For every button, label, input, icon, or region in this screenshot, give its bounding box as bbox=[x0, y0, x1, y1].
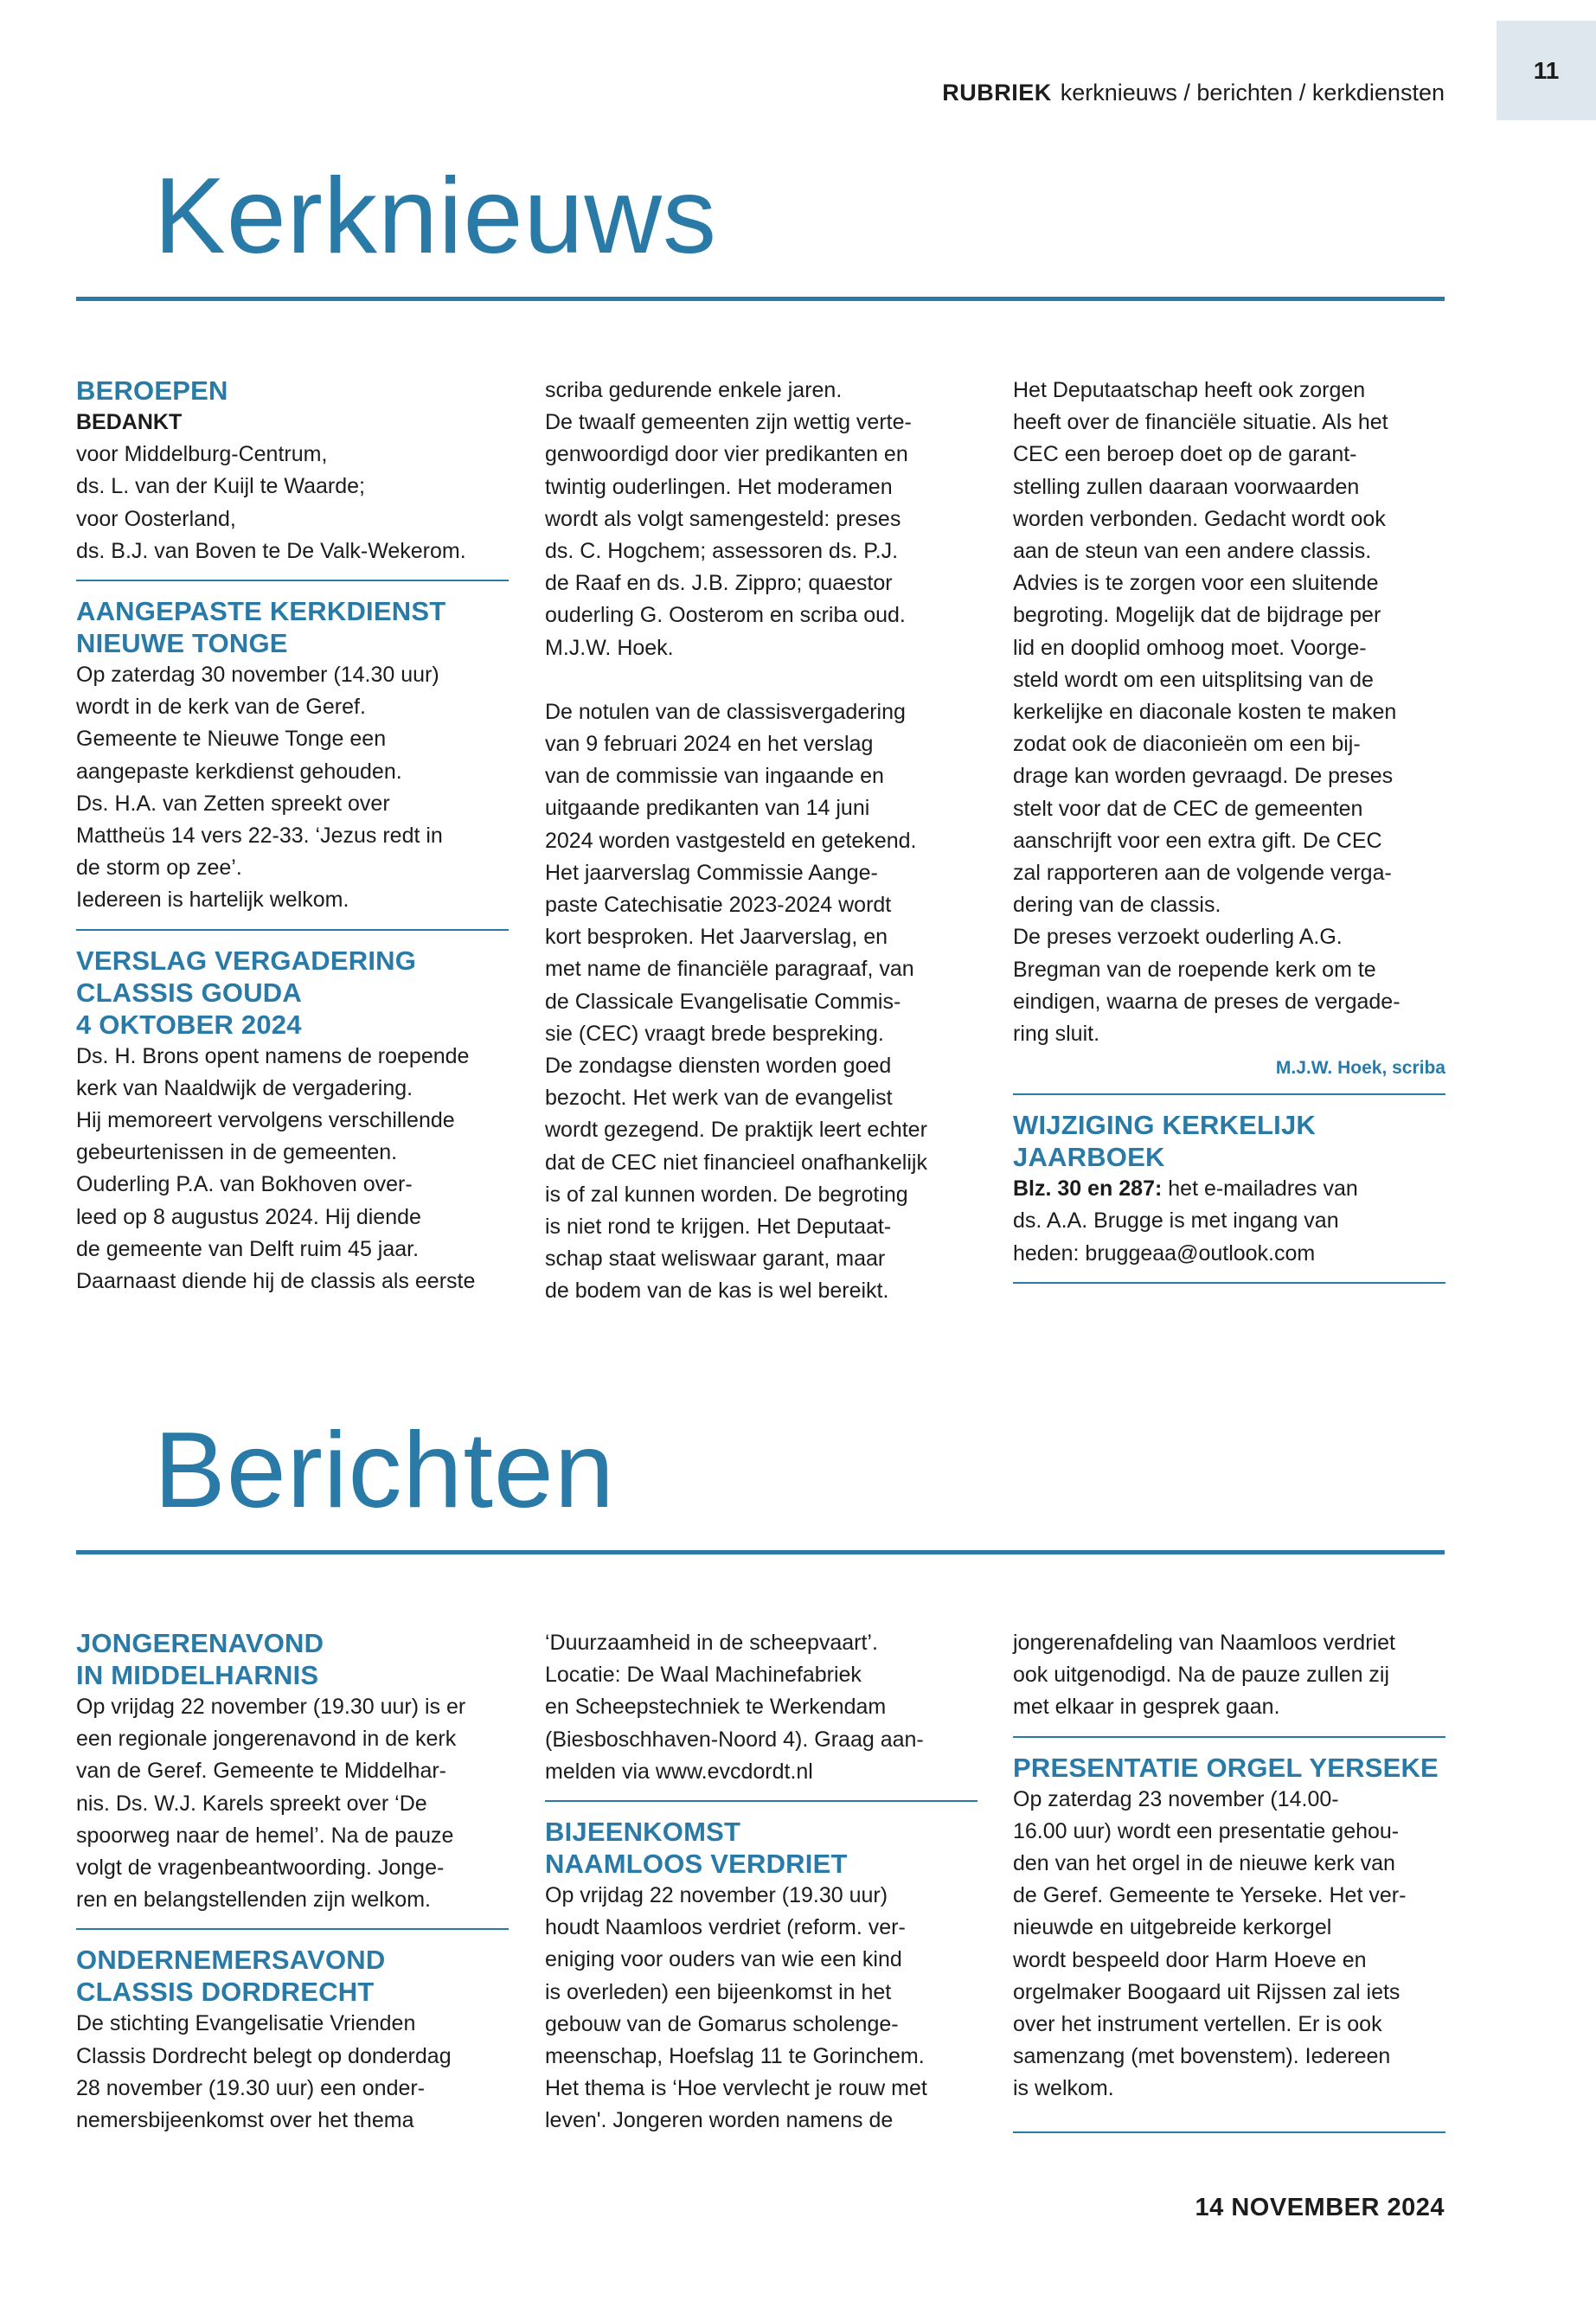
text-line: De stichting Evangelisatie Vrienden bbox=[76, 2011, 416, 2036]
text-line: Op vrijdag 22 november (19.30 uur) is er bbox=[76, 1695, 466, 1719]
text-line: is niet rond te krijgen. Het Deputaat- bbox=[545, 1215, 892, 1240]
text-line: van 9 februari 2024 en het verslag bbox=[545, 732, 874, 757]
text-line: sie (CEC) vraagt brede bespreking. bbox=[545, 1021, 884, 1046]
text-line: heden: bruggeaa@outlook.com bbox=[1013, 1240, 1316, 1266]
text-line: Hij memoreert vervolgens verschillende bbox=[76, 1108, 455, 1133]
text-line: Het jaarverslag Commissie Aange- bbox=[545, 860, 878, 885]
heading-ondernemersavond bbox=[76, 1944, 509, 2008]
berichten-column-3 bbox=[1013, 1627, 1445, 2147]
article-divider bbox=[76, 1928, 509, 1930]
text-line: de Raaf en ds. J.B. Zippro; quaestor bbox=[545, 571, 893, 596]
article-divider bbox=[76, 580, 509, 581]
text-line: samenzang (met bovenstem). Iedereen bbox=[1013, 2044, 1391, 2069]
text-line: den van het orgel in de nieuwe kerk van bbox=[1013, 1851, 1395, 1876]
section-divider-kerknieuws bbox=[76, 297, 1445, 301]
text-line: met name de financiële paragraaf, van bbox=[545, 957, 914, 982]
text-line: van de Geref. Gemeente te Middelhar- bbox=[76, 1759, 447, 1784]
text-line: kerk van Naaldwijk de vergadering. bbox=[76, 1075, 413, 1100]
text-line: met elkaar in gesprek gaan. bbox=[1013, 1695, 1280, 1720]
text-line: ouderling G. Oosterom en scriba oud. bbox=[545, 603, 906, 628]
text-line: begroting. Mogelijk dat de bijdrage per bbox=[1013, 603, 1381, 628]
ondernemersavond-body bbox=[76, 2008, 509, 2137]
text-line: CLASSIS GOUDA bbox=[76, 977, 302, 1008]
text-line: melden via www.evcdordt.nl bbox=[545, 1759, 813, 1784]
text-line: worden verbonden. Gedacht wordt ook bbox=[1013, 506, 1386, 531]
text-line: IN MIDDELHARNIS bbox=[76, 1660, 319, 1690]
text-line: Iedereen is hartelijk welkom. bbox=[76, 888, 349, 913]
text-line: Ds. H.A. van Zetten spreekt over bbox=[76, 791, 390, 816]
text-line: Advies is te zorgen voor een sluitende bbox=[1013, 571, 1379, 596]
text-line: leed op 8 augustus 2024. Hij diende bbox=[76, 1204, 421, 1229]
verslag-continued-para-2 bbox=[545, 696, 977, 1308]
text-line: De zondagse diensten worden goed bbox=[545, 1054, 892, 1079]
text-line: CEC een beroep doet op de garant- bbox=[1013, 442, 1357, 467]
kerknieuws-column-3 bbox=[1013, 375, 1445, 1298]
text-line: leven'. Jongeren worden namens de bbox=[545, 2108, 894, 2133]
berichten-column-1 bbox=[76, 1627, 509, 2137]
text-line: Bregman van de roepende kerk om te bbox=[1013, 957, 1376, 982]
text-line: van de commissie van ingaande en bbox=[545, 764, 884, 789]
signature: M.J.W. Hoek, scriba bbox=[1275, 1058, 1445, 1079]
text-line: lid en dooplid omhoog moet. Voorge- bbox=[1013, 635, 1367, 660]
beroepen-body bbox=[76, 439, 509, 567]
text-line: de bodem van de kas is wel bereikt. bbox=[545, 1279, 889, 1304]
text-line: 28 november (19.30 uur) een onder- bbox=[76, 2075, 426, 2100]
text-line: eniging voor ouders van wie een kind bbox=[545, 1947, 902, 1972]
text-line: Classis Dordrecht belegt op donderdag bbox=[76, 2043, 452, 2068]
text-line: (Biesboschhaven-Noord 4). Graag aan- bbox=[545, 1727, 924, 1752]
text-line: eindigen, waarna de preses de vergade- bbox=[1013, 989, 1401, 1014]
heading-presentatie-orgel bbox=[1013, 1752, 1445, 1784]
text-line: de Geref. Gemeente te Yerseke. Het ver- bbox=[1013, 1883, 1407, 1908]
text-line: kerkelijke en diaconale kosten te maken bbox=[1013, 700, 1397, 725]
text-line: paste Catechisatie 2023-2024 wordt bbox=[545, 893, 892, 918]
text-line: wordt gezegend. De praktijk leert echter bbox=[545, 1118, 927, 1143]
verslag-body bbox=[76, 1041, 509, 1298]
text-line: steld wordt om een uitsplitsing van de bbox=[1013, 667, 1374, 692]
jongerenavond-body bbox=[76, 1691, 509, 1916]
text-line: 16.00 uur) wordt een presentatie gehou- bbox=[1013, 1818, 1400, 1843]
bijeenkomst-continued bbox=[1013, 1627, 1445, 1724]
text-line: NIEUWE TONGE bbox=[76, 628, 288, 659]
rubriek-label: RUBRIEK bbox=[942, 80, 1052, 106]
text-line: gebouw van de Gomarus scholenge- bbox=[545, 2011, 899, 2036]
text-line: orgelmaker Boogaard uit Rijssen zal iets bbox=[1013, 1979, 1401, 2004]
text-line: en Scheepstechniek te Werkendam bbox=[545, 1695, 887, 1720]
heading-aangepaste-kerkdienst bbox=[76, 595, 509, 659]
text-line: de storm op zee’. bbox=[76, 856, 242, 881]
text-line: De preses verzoekt ouderling A.G. bbox=[1013, 925, 1343, 950]
text-line: aangepaste kerkdienst gehouden. bbox=[76, 759, 402, 784]
wijziging-first-line bbox=[1013, 1173, 1445, 1205]
text-line: houdt Naamloos verdriet (reform. ver- bbox=[545, 1915, 906, 1940]
section-title-kerknieuws: Kerknieuws bbox=[154, 157, 717, 276]
text-line: M.J.W. Hoek. bbox=[545, 635, 674, 660]
text-line: ds. A.A. Brugge is met ingang van bbox=[1013, 1208, 1339, 1234]
text-line: wordt in de kerk van de Geref. bbox=[76, 695, 366, 720]
text-line: gebeurtenissen in de gemeenten. bbox=[76, 1140, 398, 1165]
article-divider bbox=[1013, 1736, 1445, 1738]
text-line: de gemeente van Delft ruim 45 jaar. bbox=[76, 1236, 420, 1261]
text-line: jongerenafdeling van Naamloos verdriet bbox=[1013, 1631, 1395, 1655]
text-line: NAAMLOOS VERDRIET bbox=[545, 1849, 848, 1880]
text-line: nemersbijeenkomst over het thema bbox=[76, 2108, 414, 2133]
text-line: JAARBOEK bbox=[1013, 1142, 1165, 1173]
text-line: heeft over de financiële situatie. Als het bbox=[1013, 410, 1388, 435]
section-divider-berichten bbox=[76, 1550, 1445, 1554]
bijeenkomst-body bbox=[545, 1880, 977, 2138]
subheading-bedankt: BEDANKT bbox=[76, 410, 183, 434]
rubriek-path: kerknieuws / berichten / kerkdiensten bbox=[1060, 80, 1445, 106]
text-line: ‘Duurzaamheid in de scheepvaart’. bbox=[545, 1631, 878, 1655]
page-number: 11 bbox=[1497, 21, 1596, 120]
text-line: ds. B.J. van Boven te De Valk-Wekerom. bbox=[76, 538, 466, 563]
text-line: ren en belangstellenden zijn welkom. bbox=[76, 1888, 431, 1913]
text-line: genwoordigd door vier predikanten en bbox=[545, 442, 908, 467]
text-line: CLASSIS DORDRECHT bbox=[76, 1977, 375, 2008]
text-line: ds. C. Hogchem; assessoren ds. P.J. bbox=[545, 539, 899, 564]
text-line: wordt als volgt samengesteld: preses bbox=[545, 506, 901, 531]
heading-jongerenavond bbox=[76, 1627, 509, 1691]
text-line: is overleden) een bijeenkomst in het bbox=[545, 1979, 892, 2004]
text-line: De notulen van de classisvergadering bbox=[545, 699, 906, 724]
text-line: stelling zullen daaraan voorwaarden bbox=[1013, 474, 1360, 499]
text-line: Op zaterdag 23 november (14.00- bbox=[1013, 1786, 1339, 1811]
text-line: wordt bespeeld door Harm Hoeve en bbox=[1013, 1947, 1367, 1972]
rubriek-header bbox=[753, 80, 1445, 106]
text-line: is welkom. bbox=[1013, 2076, 1114, 2101]
wijziging-bold-lead: Blz. 30 en 287: bbox=[1013, 1176, 1163, 1202]
text-line: kort besproken. Het Jaarverslag, en bbox=[545, 925, 888, 950]
kerknieuws-column-1 bbox=[76, 375, 509, 1298]
text-line: de Classicale Evangelisatie Commis- bbox=[545, 989, 901, 1014]
text-line: dering van de classis. bbox=[1013, 893, 1221, 918]
text-line: twintig ouderlingen. Het moderamen bbox=[545, 474, 893, 499]
berichten-column-2 bbox=[545, 1627, 977, 2138]
text-line: Ds. H. Brons opent namens de roepende bbox=[76, 1043, 470, 1068]
heading-verslag-vergadering bbox=[76, 945, 509, 1041]
text-line: ONDERNEMERSAVOND bbox=[76, 1945, 386, 1976]
text-line: Mattheüs 14 vers 22-33. ‘Jezus redt in bbox=[76, 824, 443, 849]
text-line: Gemeente te Nieuwe Tonge een bbox=[76, 727, 387, 752]
text-line: zal rapporteren aan de volgende verga- bbox=[1013, 861, 1392, 886]
text-line: 2024 worden vastgesteld en getekend. bbox=[545, 828, 917, 853]
text-line: voor Oosterland, bbox=[76, 506, 236, 531]
text-line: Ouderling P.A. van Bokhoven over- bbox=[76, 1172, 413, 1197]
article-divider bbox=[76, 929, 509, 931]
text-line: AANGEPASTE KERKDIENST bbox=[76, 596, 446, 627]
article-divider bbox=[1013, 1093, 1445, 1095]
text-line: ring sluit. bbox=[1013, 1022, 1100, 1047]
text-line: stelt voor dat de CEC de gemeenten bbox=[1013, 796, 1363, 821]
text-line: is of zal kunnen worden. De begroting bbox=[545, 1182, 908, 1207]
text-line: VERSLAG VERGADERING bbox=[76, 945, 417, 976]
text-line: Op vrijdag 22 november (19.30 uur) bbox=[545, 1883, 888, 1908]
text-line: meenschap, Hoefslag 11 te Gorinchem. bbox=[545, 2044, 925, 2069]
article-divider bbox=[545, 1800, 977, 1802]
heading-wijziging-jaarboek bbox=[1013, 1109, 1445, 1173]
text-line: een regionale jongerenavond in de kerk bbox=[76, 1727, 457, 1752]
text-line: Locatie: De Waal Machinefabriek bbox=[545, 1663, 862, 1688]
issue-date: 14 NOVEMBER 2024 bbox=[1195, 2194, 1445, 2221]
kerkdienst-body bbox=[76, 659, 509, 917]
text-line: zodat ook de diaconieën om een bij- bbox=[1013, 732, 1361, 757]
wijziging-body bbox=[1013, 1205, 1445, 1269]
text-line: nieuwde en uitgebreide kerkorgel bbox=[1013, 1915, 1332, 1940]
section-title-berichten: Berichten bbox=[154, 1411, 615, 1530]
ondernemersavond-continued bbox=[545, 1627, 977, 1788]
text-line: volgt de vragenbeantwoording. Jonge- bbox=[76, 1856, 445, 1881]
text-line: WIJZIGING KERKELIJK bbox=[1013, 1110, 1316, 1141]
text-line: nis. Ds. W.J. Karels spreekt over ‘De bbox=[76, 1791, 427, 1816]
text-line: over het instrument vertellen. Er is ook bbox=[1013, 2012, 1382, 2037]
text-line: spoorweg naar de hemel’. Na de pauze bbox=[76, 1823, 454, 1848]
text-line: JONGERENAVOND bbox=[76, 1628, 324, 1658]
text-line: scriba gedurende enkele jaren. bbox=[545, 378, 843, 402]
text-line: 4 OKTOBER 2024 bbox=[76, 1009, 302, 1040]
text-line: Het Deputaatschap heeft ook zorgen bbox=[1013, 378, 1366, 402]
text-line: BIJEENKOMST bbox=[545, 1817, 741, 1848]
text-line: Het thema is ‘Hoe vervlecht je rouw met bbox=[545, 2076, 927, 2101]
text-line: ds. L. van der Kuijl te Waarde; bbox=[76, 474, 365, 499]
verslag-continued-para-3 bbox=[1013, 375, 1445, 1050]
text-line: dat de CEC niet financieel onafhankelijk bbox=[545, 1150, 927, 1175]
kerknieuws-column-2 bbox=[545, 375, 977, 1308]
heading-bijeenkomst-naamloos-verdriet bbox=[545, 1816, 977, 1880]
article-divider bbox=[1013, 2131, 1445, 2133]
text-line: De twaalf gemeenten zijn wettig verte- bbox=[545, 410, 912, 435]
text-line: PRESENTATIE ORGEL YERSEKE bbox=[1013, 1752, 1439, 1783]
wijziging-first-line-rest: het e-mailadres van bbox=[1162, 1176, 1358, 1202]
text-line: drage kan worden gevraagd. De preses bbox=[1013, 764, 1394, 789]
heading-beroepen: BEROEPEN bbox=[76, 375, 228, 406]
text-line: Op zaterdag 30 november (14.30 uur) bbox=[76, 663, 439, 688]
text-line: bezocht. Het werk van de evangelist bbox=[545, 1086, 893, 1111]
article-divider bbox=[1013, 1282, 1445, 1284]
text-line: voor Middelburg-Centrum, bbox=[76, 442, 328, 467]
verslag-continued-para-1 bbox=[545, 375, 977, 664]
orgel-body bbox=[1013, 1784, 1445, 2106]
text-line: schap staat weliswaar garant, maar bbox=[545, 1247, 886, 1272]
paragraph-gap bbox=[545, 664, 977, 696]
text-line: Daarnaast diende hij de classis als eerste bbox=[76, 1269, 476, 1294]
text-line: ook uitgenodigd. Na de pauze zullen zij bbox=[1013, 1663, 1390, 1688]
text-line: uitgaande predikanten van 14 juni bbox=[545, 796, 870, 821]
text-line: aan de steun van een andere classis. bbox=[1013, 539, 1372, 564]
text-line: aanschrijft voor een extra gift. De CEC bbox=[1013, 828, 1382, 853]
